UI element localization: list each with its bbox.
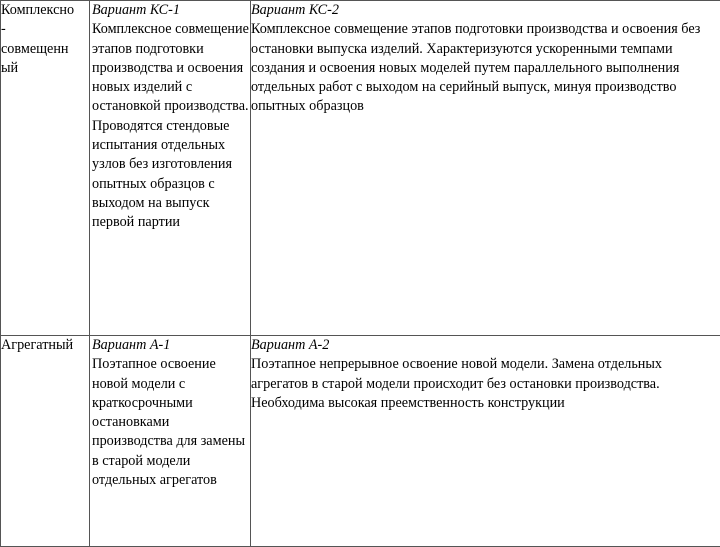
variant-description: Поэтапное освоение новой модели с краткосрочными остановками производства для замены в старой модели отдельных агрегатов	[90, 355, 250, 490]
variant-cell	[90, 336, 251, 547]
variant-label: Вариант А-1	[90, 336, 250, 355]
table-row-aggregate	[1, 336, 720, 547]
variant-label: Вариант КС-1	[90, 1, 250, 20]
variant-cell	[251, 336, 720, 547]
type-name: Комплексно - совмещенн ый	[1, 1, 89, 78]
type-cell	[1, 336, 90, 547]
variant-cell	[90, 1, 251, 336]
type-cell	[1, 1, 90, 336]
variant-description: Поэтапное непрерывное освоение новой модели. Замена отдельных агрегатов в старой модели происходит без остановки производства. Необходима высокая преемственность конструкции	[251, 355, 720, 413]
table-row-complex-combined	[1, 1, 720, 336]
variant-label: Вариант А-2	[251, 336, 720, 355]
type-name: Агрегатный	[1, 336, 89, 355]
variant-label: Вариант КС-2	[251, 1, 720, 20]
variant-description: Комплексное совмещение этапов подготовки производства и освоения без остановки выпуска изделий. Характеризуются ускоренными темпами создания и освоения новых моделей путем параллельного выполнения отдельных работ с выходом на серийный выпуск, минуя производство опытных образцов	[251, 20, 720, 116]
variant-description: Комплексное совмещение этапов подготовки производства и освоения новых изделий с остановкой производства. Проводятся стендовые испытания отдельных узлов без изготовления опытных образцов с выходом на выпуск первой партии	[90, 20, 250, 232]
variant-cell	[251, 1, 720, 336]
